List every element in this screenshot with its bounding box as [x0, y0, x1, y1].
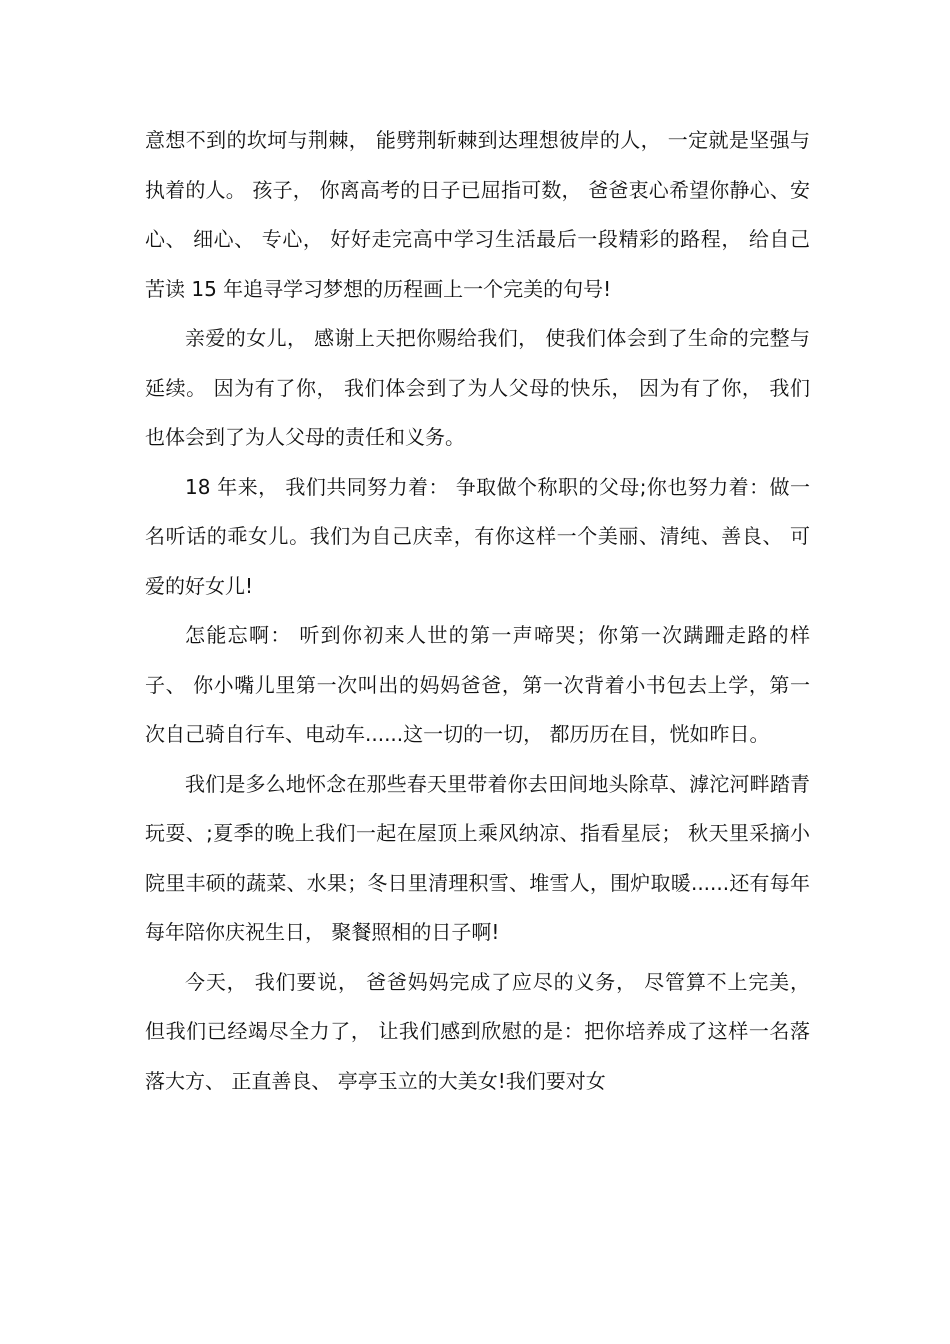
- letter-body: [145, 116, 810, 1106]
- paragraph-4: 怎能忘啊： 听到你初来人世的第一声啼哭；你第一次蹒跚走路的样子、 你小嘴儿里第一次叫出的妈妈爸爸，第一次背着小书包去上学，第一次自己骑自行车、电动车......这一切的一切， 都历历在目，恍如昨日。: [145, 623, 810, 746]
- paragraph-1: 意想不到的坎坷与荆棘， 能劈荆斩棘到达理想彼岸的人， 一定就是坚强与执着的人。 孩子， 你离高考的日子已屈指可数， 爸爸衷心希望你静心、安心、 细心、 专心， 好好走完高中学习生活最后一段精彩的路程， 给自己苦读 15 年追寻学习梦想的历程画上一个完美的句号!: [145, 128, 810, 301]
- paragraph-2: 亲爱的女儿， 感谢上天把你赐给我们， 使我们体会到了生命的完整与延续。 因为有了你， 我们体会到了为人父母的快乐， 因为有了你， 我们也体会到了为人父母的责任和义务。: [145, 326, 810, 449]
- paragraph-6: 今天， 我们要说， 爸爸妈妈完成了应尽的义务， 尽管算不上完美， 但我们已经竭尽全力了， 让我们感到欣慰的是：把你培养成了这样一名落落大方、 正直善良、 亭亭玉立的大美女!我们要对女: [145, 969, 810, 1093]
- paragraph-5: 我们是多么地怀念在那些春天里带着你去田间地头除草、滹沱河畔踏青玩耍、;夏季的晚上我们一起在屋顶上乘风纳凉、指看星辰； 秋天里采摘小院里丰硕的蔬菜、水果；冬日里清理积雪、堆雪人，围炉取暖......还有每年每年陪你庆祝生日， 聚餐照相的日子啊!: [145, 771, 810, 944]
- paragraph-3: 18 年来， 我们共同努力着： 争取做个称职的父母;你也努力着：做一名听话的乖女儿。我们为自己庆幸，有你这样一个美丽、清纯、善良、 可爱的好女儿!: [145, 474, 810, 598]
